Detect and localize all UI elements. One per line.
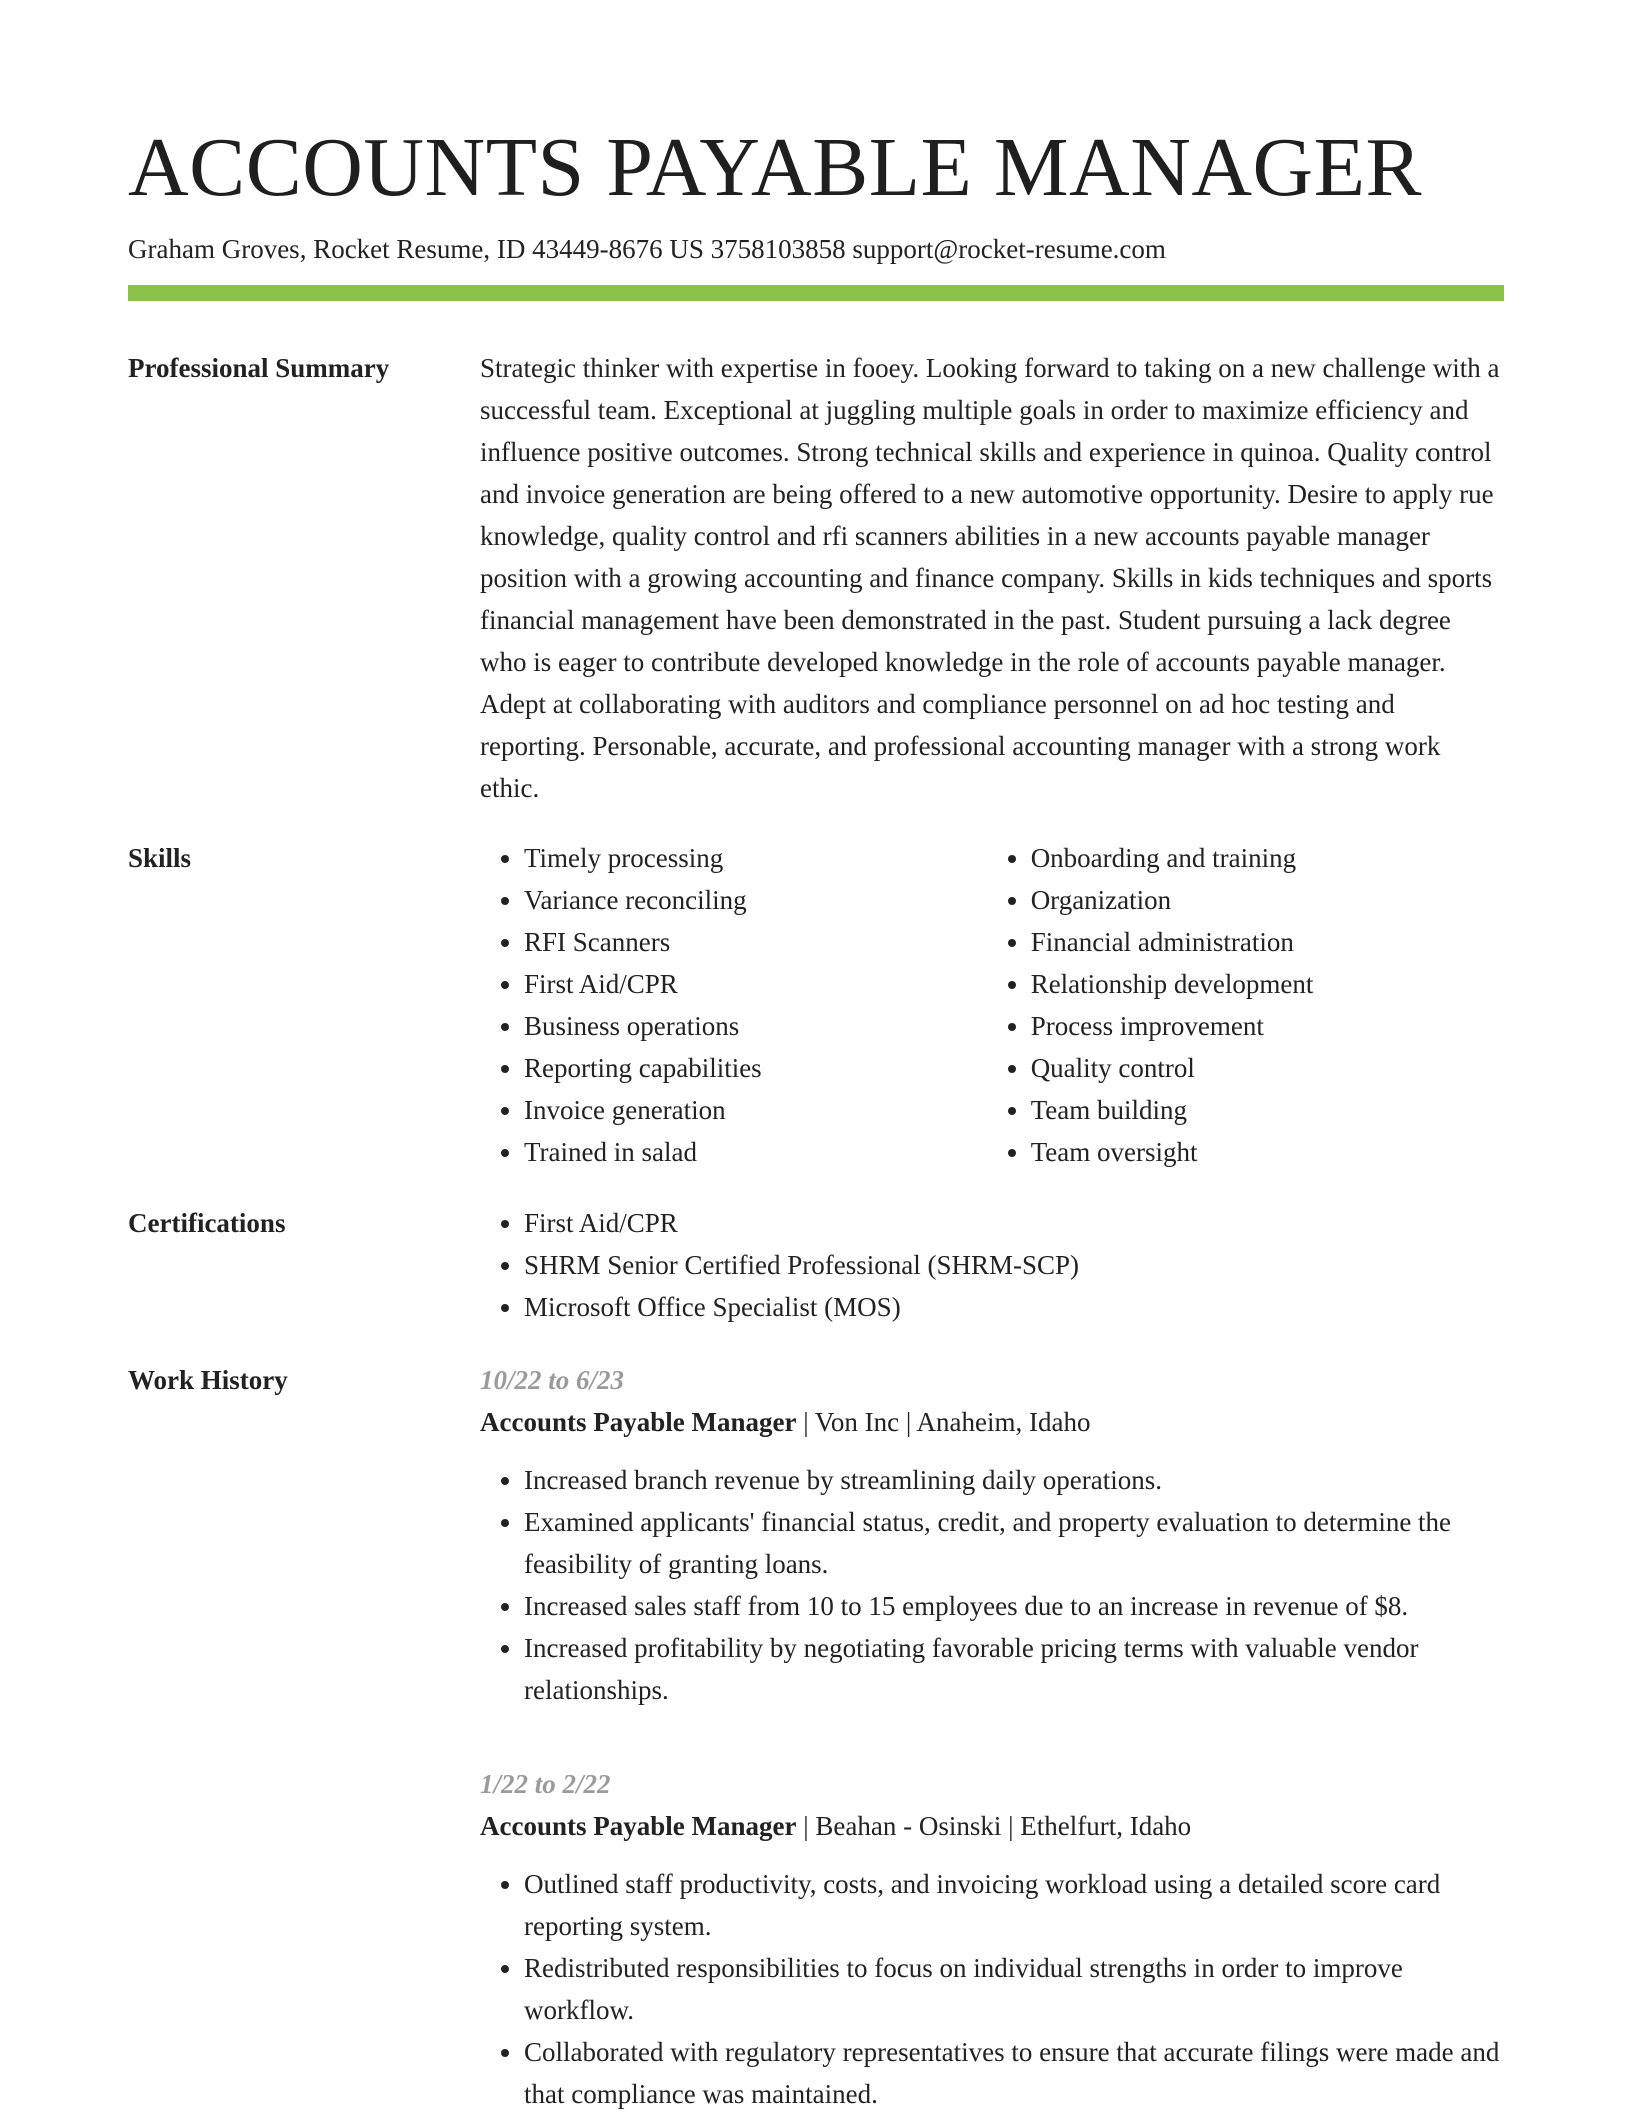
skill-item: • Trained in salad: [524, 1131, 943, 1173]
skill-item: • Financial administration: [1031, 921, 1504, 963]
skill-item: • Reporting capabilities: [524, 1047, 943, 1089]
section-label-certifications: Certifications: [128, 1208, 286, 1238]
skill-item: • RFI Scanners: [524, 921, 943, 963]
job-title: Accounts Payable Manager: [480, 1407, 797, 1437]
section-label-summary: Professional Summary: [128, 353, 390, 383]
job-company-location: | Von Inc | Anaheim, Idaho: [796, 1407, 1091, 1437]
certification-item: • First Aid/CPR: [524, 1202, 1504, 1244]
skills-list-right: [987, 837, 1504, 1173]
skill-item: • Timely processing: [524, 837, 943, 879]
skill-item: • First Aid/CPR: [524, 963, 943, 1005]
job-bullet: • Redistributed responsibilities to focus on individual strengths in order to improve workflow.: [524, 1947, 1504, 2031]
job-bullet: • Increased sales staff from 10 to 15 employees due to an increase in revenue of $8.: [524, 1585, 1504, 1627]
skill-item: • Relationship development: [1031, 963, 1504, 1005]
summary-text: Strategic thinker with expertise in fooey. Looking forward to taking on a new challenge with a successful team. Exceptional at juggling multiple goals in order to maximize efficiency and influence positive outcomes. Strong technical skills and experience in quinoa. Quality control and invoice generation are being offered to a new automotive opportunity. Desire to apply rue knowledge, quality control and rfi scanners abilities in a new accounts payable manager position with a growing accounting and finance company. Skills in kids techniques and sports financial management have been demonstrated in the past. Student pursuing a lack degree who is eager to contribute developed knowledge in the role of accounts payable manager. Adept at collaborating with auditors and compliance personnel on ad hoc testing and reporting. Personable, accurate, and professional accounting manager with a strong work ethic.: [480, 353, 1500, 803]
skills-list-left: [480, 837, 943, 1173]
skill-item: • Invoice generation: [524, 1089, 943, 1131]
skill-item: • Onboarding and training: [1031, 837, 1504, 879]
certifications-list: [480, 1202, 1504, 1328]
job-heading: [480, 1401, 1504, 1443]
section-label-work-history: Work History: [128, 1365, 288, 1395]
skill-item: • Organization: [1031, 879, 1504, 921]
job-bullets: [480, 1459, 1504, 1711]
resume-title: ACCOUNTS PAYABLE MANAGER: [128, 121, 1423, 214]
job-bullets: [480, 1863, 1504, 2115]
job-heading: [480, 1805, 1504, 1847]
job-dates: 1/22 to 2/22: [480, 1769, 611, 1799]
accent-divider: [128, 285, 1504, 301]
skill-item: • Quality control: [1031, 1047, 1504, 1089]
section-label-skills: Skills: [128, 843, 192, 873]
skill-item: • Team oversight: [1031, 1131, 1504, 1173]
job-bullet: • Increased profitability by negotiating favorable pricing terms with valuable vendor relationships.: [524, 1627, 1504, 1711]
job-bullet: • Collaborated with regulatory representatives to ensure that accurate filings were made and that compliance was maintained.: [524, 2031, 1504, 2115]
job-company-location: | Beahan - Osinski | Ethelfurt, Idaho: [796, 1811, 1192, 1841]
job-dates: 10/22 to 6/23: [480, 1365, 625, 1395]
job-bullet: • Increased branch revenue by streamlining daily operations.: [524, 1459, 1504, 1501]
job-entry: [480, 1763, 1504, 2115]
contact-line: Graham Groves, Rocket Resume, ID 43449-8676 US 3758103858 support@rocket-resume.com: [128, 234, 1166, 264]
job-title: Accounts Payable Manager: [480, 1811, 797, 1841]
skill-item: • Variance reconciling: [524, 879, 943, 921]
job-bullet: • Outlined staff productivity, costs, and invoicing workload using a detailed score card reporting system.: [524, 1863, 1504, 1947]
job-bullet: • Examined applicants' financial status, credit, and property evaluation to determine the feasibility of granting loans.: [524, 1501, 1504, 1585]
job-entry: [480, 1359, 1504, 1711]
skill-item: • Team building: [1031, 1089, 1504, 1131]
certification-item: • SHRM Senior Certified Professional (SHRM-SCP): [524, 1244, 1504, 1286]
skill-item: • Business operations: [524, 1005, 943, 1047]
certification-item: • Microsoft Office Specialist (MOS): [524, 1286, 1504, 1328]
skill-item: • Process improvement: [1031, 1005, 1504, 1047]
